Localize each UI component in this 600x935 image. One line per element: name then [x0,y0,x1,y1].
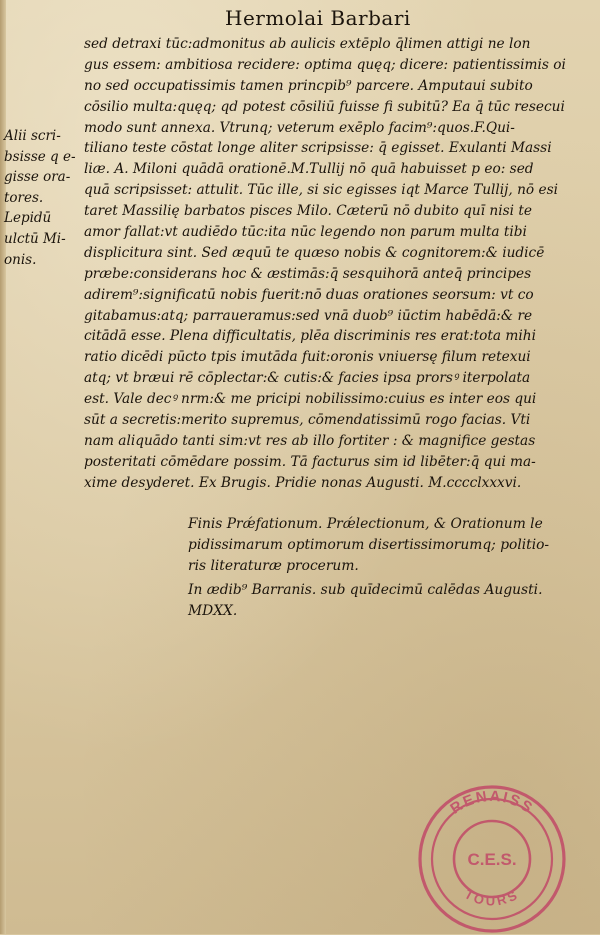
library-stamp [408,775,576,935]
text-line: taret Massilię barbatos pisces Milo. Cæterū nō dubito quī nisi te [84,203,532,220]
marginal-note-line: ulctū Mi- [4,230,66,247]
imprint-date: MDXX. [188,603,238,620]
text-line: quā scripsisset: attulit. Tūc ille, si sic egisses iqt Marce Tullij, nō esi [84,182,558,199]
text-line: posteritati cōmēdare possim. Tā facturus sim id libēter:q̄ qui ma- [84,453,536,470]
text-line: amor fallat:vt audiēdo tūc:ita nūc legendo non parum multa tibi [84,224,527,241]
marginal-note-line: tores. [4,189,44,206]
text-line: adirem⁹:significatū nobis fuerit:nō duas orationes seorsum: vt co [84,286,534,303]
text-line: no sed occupatissimis tamen princpib⁹ parcere. Amputaui subito [84,77,533,94]
marginal-note-line: onis. [4,251,37,268]
stamp-top-text: RENAISS [447,787,537,818]
text-line: nam aliquādo tanti sim:vt res ab illo fortiter : & magnifice gestas [84,432,536,449]
text-line: est. Vale decꝰ nrm:& me pricipi nobilissimo:cuius es inter eos qui [84,391,537,408]
text-line: sed detraxi tūc:admonitus ab aulicis extēplo q̄limen attigi ne lon [84,36,531,52]
imprint-line: In ædib⁹ Barranis. sub quīdecimū calēdas Augusti. [188,582,543,599]
text-line: citādā esse. Plena difficultatis, plēa discriminis res erat:tota mihi [84,328,536,345]
stamp-bottom-text: TOURS [462,886,522,909]
text-line: gus essem: ambitiosa recidere: optima quęq; dicere: patientissimis oi [84,56,566,73]
text-line: tiliano teste cōstat longe aliter scripsisse: q̄ egisset. Exulanti Massi [84,140,552,157]
stamp-center-text: C.E.S. [467,850,517,869]
text-line: cōsilio multa:quęq; qd potest cōsiliū fuisse fi subitū? Ea q̄ tūc resecui [84,98,565,115]
text-line: modo sunt annexa. Vtrunq; veterum exēplo facim⁹:quos.F.Qui- [84,119,515,136]
running-header: Hermolai Barbari [225,6,411,30]
marginal-note [4,126,84,270]
colophon-line: ris literaturæ procerum. [188,557,359,574]
colophon-line: pidissimarum optimorum disertissimorumq; politio- [188,536,550,553]
text-line: præbe:considerans hoc & æstimās:q̄ sesquihorā anteq̄ principes [84,265,532,282]
colophon [188,514,598,622]
text-line: displicitura sint. Sed æquū te quæso nobis & cognitorem:& iudicē [84,244,545,261]
text-line: atq; vt bræui rē cōplectar:& cutis:& facies ipsa prorsꝰ iterpolata [84,370,531,387]
text-line: sūt a secretis:merito supremus, cōmendatissimū rogo facias. Vti [84,412,531,429]
text-line: xime desyderet. Ex Brugis. Pridie nonas Augusti. M.cccclxxxvi. [84,474,522,491]
text-line: gitabamus:atq; parraueramus:sed vnā duob⁹ iūctim habēdā:& re [84,307,533,324]
marginal-note-line: Lepidū [4,210,52,227]
main-text-block [84,34,596,494]
marginal-note-line: gisse ora- [4,169,71,186]
marginal-note-line: Alii scri- [4,128,61,144]
text-line: ratio dicēdi pūcto tpis imutāda fuit:oronis vniuersę filum retexui [84,349,531,366]
colophon-line: Finis Prǽfationum. Prǽlectionum, & Orationum le [188,516,543,532]
text-line: liæ. A. Miloni quādā orationē.M.Tullij nō quā habuisset p eo: sed [84,161,534,178]
marginal-note-line: bsisse q e- [4,148,76,165]
